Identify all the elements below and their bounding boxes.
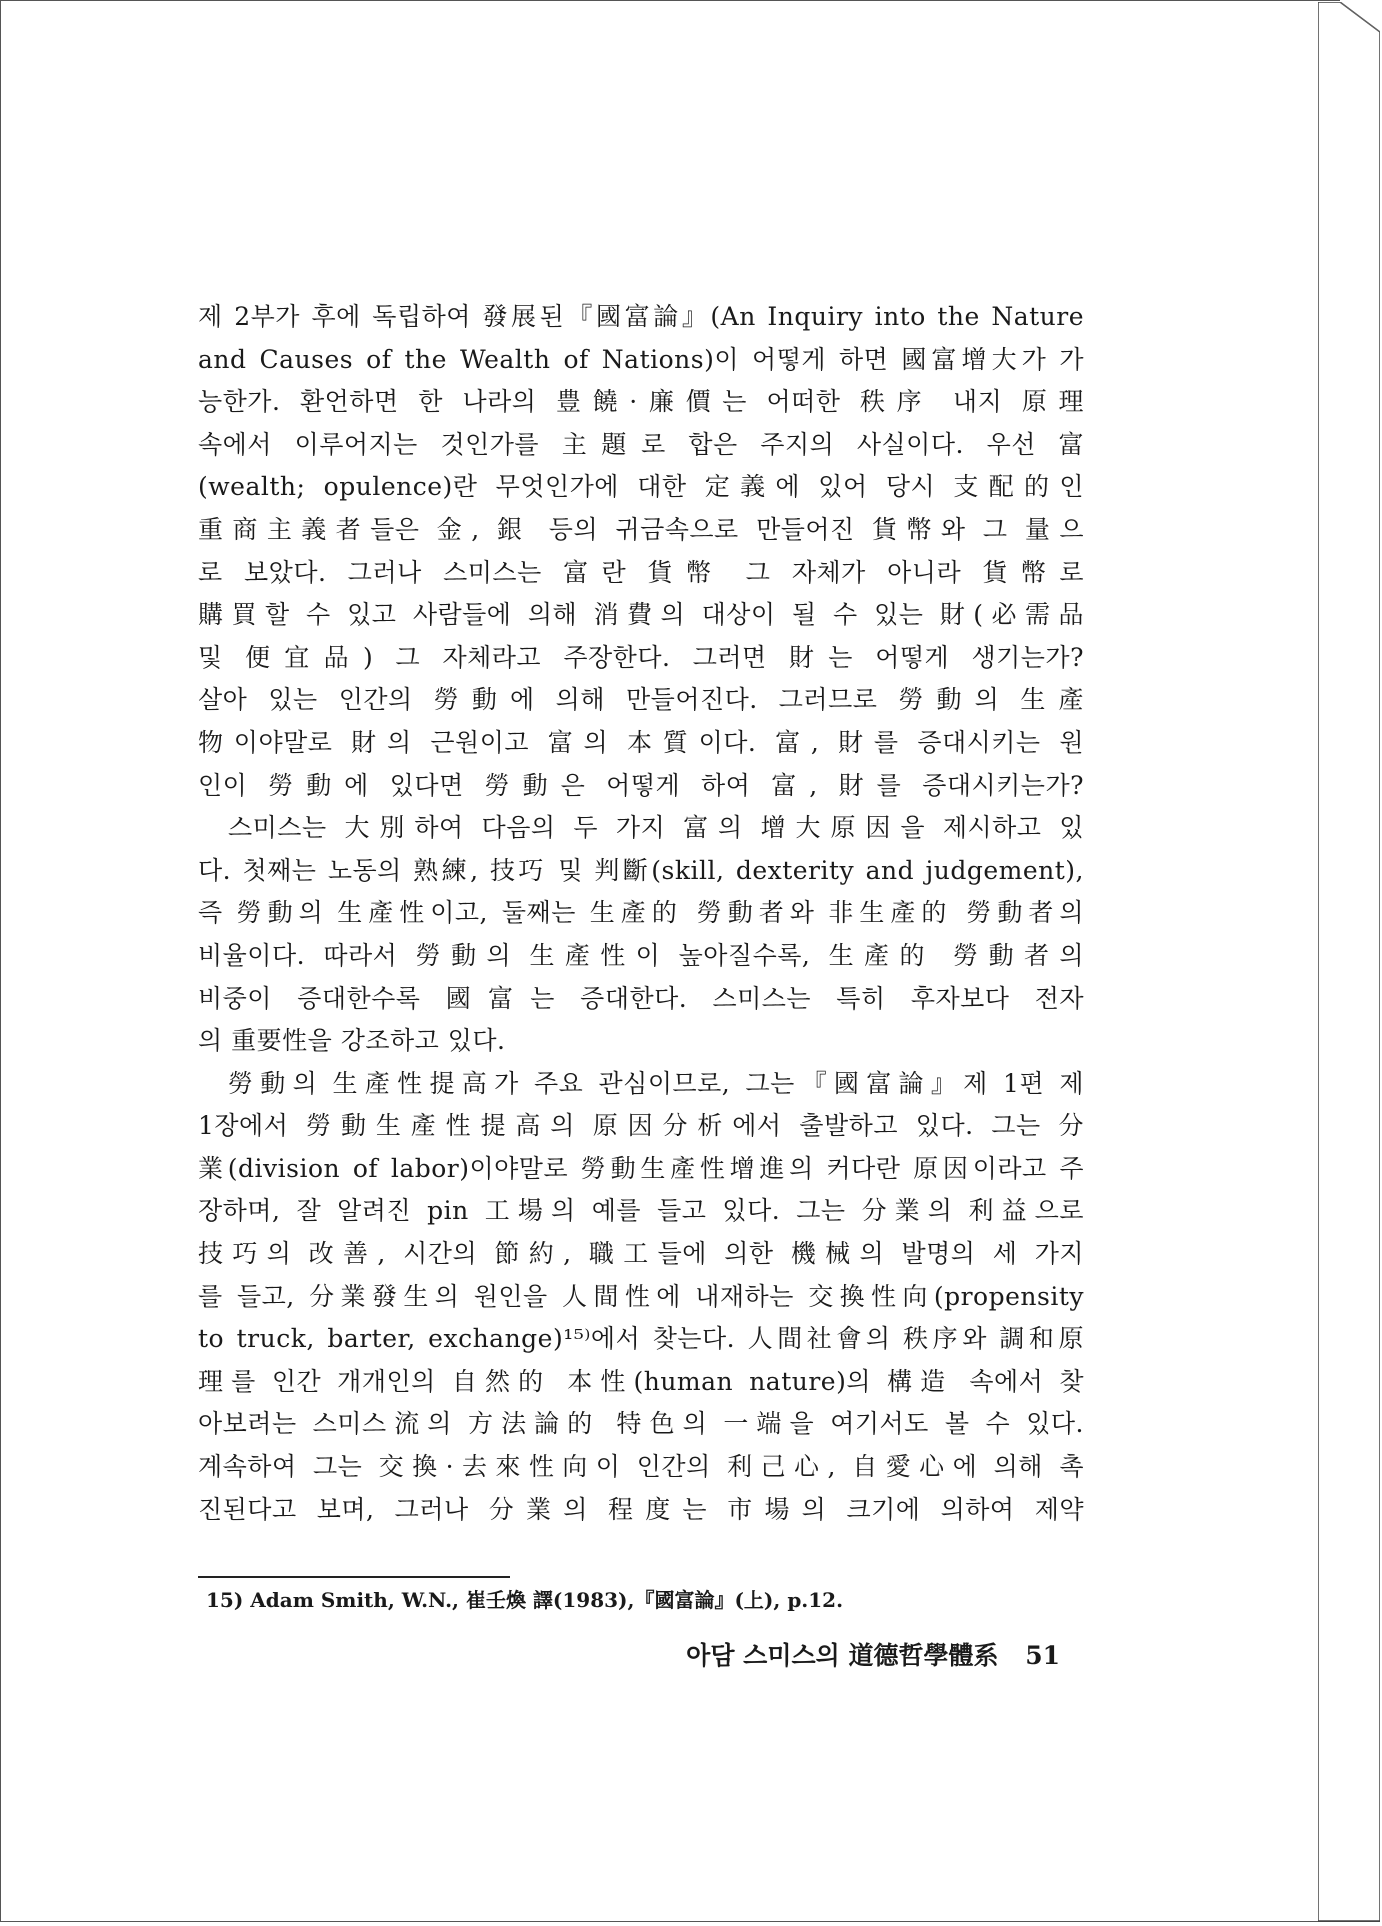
body-line: 속에서 이루어지는 것인가를 主題로 합은 주지의 사실이다. 우선 富 xyxy=(198,429,1084,459)
body-line: 인이 勞動에 있다면 勞動은 어떻게 하여 富, 財를 증대시키는가? xyxy=(198,770,1084,800)
running-footer-title: 아담 스미스의 道德哲學體系 xyxy=(686,1641,999,1670)
body-line: 다. 첫째는 노동의 熟練, 技巧 및 判斷(skill, dexterity and judgement), xyxy=(198,855,1084,885)
body-line: 능한가. 환언하면 한 나라의 豊饒·廉價는 어떠한 秩序 내지 原理 xyxy=(198,387,1084,417)
body-line: 業(division of labor)이야말로 勞動生產性增進의 커다란 原因이라고 주 xyxy=(198,1153,1084,1183)
body-line: 를 들고, 分業發生의 원인을 人間性에 내재하는 交換性向(propensity xyxy=(198,1281,1084,1311)
body-line: to truck, barter, exchange)¹⁵⁾에서 찾는다. 人間社會의 秩序와 調和原 xyxy=(198,1324,1084,1354)
body-line: 理를 인간 개개인의 自然的 本性(human nature)의 構造 속에서 찾 xyxy=(198,1366,1084,1396)
footnote: 15) Adam Smith, W.N., 崔壬煥 譯(1983),『國富論』(上), p.12. xyxy=(206,1588,844,1612)
body-line: 勞動의 生產性提高가 주요 관심이므로, 그는『國富論』제 1편 제 xyxy=(228,1068,1084,1098)
body-line: 아보려는 스미스流의 方法論的 特色의 一端을 여기서도 볼 수 있다. xyxy=(198,1409,1084,1439)
body-line: 로 보았다. 그러나 스미스는 富란 貨幣 그 자체가 아니라 貨幣로 xyxy=(198,557,1084,587)
running-footer xyxy=(680,1636,1060,1672)
body-line: (wealth; opulence)란 무엇인가에 대한 定義에 있어 당시 支配的인 xyxy=(198,472,1084,502)
body-line: 物이야말로 財의 근원이고 富의 本質이다. 富, 財를 증대시키는 원 xyxy=(198,727,1084,757)
page-number: 51 xyxy=(1025,1641,1060,1670)
body-line: 技巧의 改善, 시간의 節約, 職工들에 의한 機械의 발명의 세 가지 xyxy=(198,1239,1084,1269)
body-line: 購買할 수 있고 사람들에 의해 消費의 대상이 될 수 있는 財(必需品 xyxy=(198,600,1084,630)
body-line: 진된다고 보며, 그러나 分業의 程度는 市場의 크기에 의하여 제약 xyxy=(198,1494,1084,1524)
body-line: 의 重要性을 강조하고 있다. xyxy=(198,1026,506,1056)
body-line: 및 便宜品) 그 자체라고 주장한다. 그러면 財는 어떻게 생기는가? xyxy=(198,642,1084,672)
body-line: 계속하여 그는 交換·去來性向이 인간의 利己心, 自愛心에 의해 촉 xyxy=(198,1452,1084,1482)
body-line: 1장에서 勞動生產性提高의 原因分析에서 출발하고 있다. 그는 分 xyxy=(198,1111,1084,1141)
body-line: 제 2부가 후에 독립하여 發展된『國富論』(An Inquiry into the Nature xyxy=(198,302,1084,331)
footnote-divider xyxy=(198,1576,510,1578)
body-text xyxy=(198,296,1084,1531)
body-line: and Causes of the Wealth of Nations)이 어떻게 하면 國富增大가 가 xyxy=(198,344,1084,374)
body-line: 비율이다. 따라서 勞動의 生產性이 높아질수록, 生產的 勞動者의 xyxy=(198,940,1084,970)
body-line: 장하며, 잘 알려진 pin 工場의 예를 들고 있다. 그는 分業의 利益으로 xyxy=(198,1196,1084,1226)
body-line: 즉 勞動의 生產性이고, 둘째는 生產的 勞動者와 非生產的 勞動者의 xyxy=(198,898,1084,928)
body-line: 重商主義者들은 金, 銀 등의 귀금속으로 만들어진 貨幣와 그 量으 xyxy=(198,514,1084,544)
body-line: 스미스는 大別하여 다음의 두 가지 富의 增大原因을 제시하고 있 xyxy=(228,813,1084,843)
body-line: 살아 있는 인간의 勞動에 의해 만들어진다. 그러므로 勞動의 生產 xyxy=(198,685,1084,715)
body-line: 비중이 증대한수록 國富는 증대한다. 스미스는 특히 후자보다 전자 xyxy=(198,983,1084,1013)
